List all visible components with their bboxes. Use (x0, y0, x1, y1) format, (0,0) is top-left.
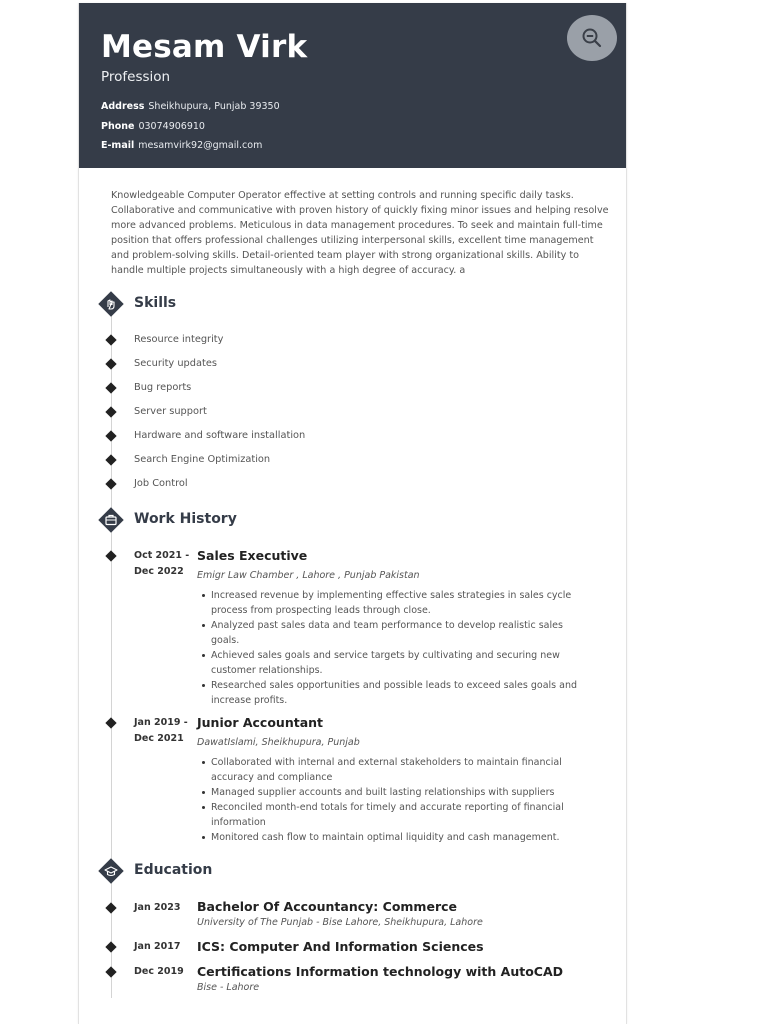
education-bullet (105, 966, 116, 977)
job-title: Junior Accountant (197, 715, 324, 730)
hand-pointer-icon (96, 289, 126, 319)
job-date-start: Jan 2019 - (134, 717, 188, 728)
job-duties (202, 588, 587, 708)
section-title-work-history: Work History (134, 511, 237, 527)
section-title-skills: Skills (134, 295, 177, 311)
skill-bullet (105, 430, 116, 441)
skill-bullet (105, 478, 116, 489)
education-date: Jan 2017 (134, 941, 181, 952)
education-date: Jan 2023 (134, 902, 181, 913)
duty-item: Reconciled month-end totals for timely and accurate reporting of financial information (202, 800, 587, 830)
skill-item: Bug reports (134, 382, 192, 393)
zoom-out-icon (581, 27, 603, 49)
education-institution: University of The Punjab - Bise Lahore, Sheikhupura, Lahore (197, 917, 483, 928)
duty-item: Researched sales opportunities and possible leads to exceed sales goals and increase profits. (202, 678, 587, 708)
job-title: Sales Executive (197, 548, 308, 563)
education-title: Certifications Information technology with AutoCAD (197, 964, 564, 979)
contact-label: E-mail (101, 140, 135, 151)
profession-label: Profession (101, 69, 171, 85)
zoom-button[interactable] (567, 15, 617, 61)
job-date-end: Dec 2022 (134, 566, 184, 577)
graduation-cap-icon (96, 856, 126, 886)
job-date-start: Oct 2021 - (134, 550, 190, 561)
job-bullet (105, 550, 116, 561)
contact-label: Address (101, 101, 145, 112)
skill-item: Resource integrity (134, 334, 224, 345)
job-dates (134, 548, 189, 580)
skill-bullet (105, 454, 116, 465)
education-title: ICS: Computer And Information Sciences (197, 939, 484, 954)
job-duties (202, 755, 587, 845)
job-dates (134, 715, 188, 747)
duty-item: Monitored cash flow to maintain optimal liquidity and cash management. (202, 830, 587, 845)
education-bullet (105, 941, 116, 952)
contact-email (101, 140, 262, 151)
education-institution: Bise - Lahore (197, 982, 260, 993)
contact-value: mesamvirk92@gmail.com (138, 140, 263, 151)
education-date: Dec 2019 (134, 966, 184, 977)
skill-item: Hardware and software installation (134, 430, 306, 441)
resume-header (79, 3, 626, 168)
job-date-end: Dec 2021 (134, 733, 184, 744)
duty-item: Collaborated with internal and external stakeholders to maintain financial accuracy and compliance (202, 755, 587, 785)
skill-item: Security updates (134, 358, 217, 369)
duty-item: Increased revenue by implementing effective sales strategies in sales cycle process from prospecting leads through close. (202, 588, 587, 618)
skill-bullet (105, 334, 116, 345)
briefcase-icon (96, 505, 126, 535)
job-company: Emigr Law Chamber , Lahore , Punjab Pakistan (197, 570, 420, 581)
contact-address (101, 101, 280, 112)
education-bullet (105, 902, 116, 913)
professional-summary: Knowledgeable Computer Operator effective at setting controls and running specific daily tasks. Collaborative and communicative with proven history of quickly fixing minor issues and helping resolve more advanced problems. Meticulous in data management procedures. To seek and maintain full-time position that offers professional challenges utilizing interpersonal skills, excellent time management and problem-solving skills. Detail-oriented team player with strong organizational skills. Ability to handle multiple projects simultaneously with a high degree of accuracy. a (111, 190, 609, 276)
candidate-name: Mesam Virk (101, 29, 308, 65)
skill-bullet (105, 358, 116, 369)
skill-bullet (105, 406, 116, 417)
contact-label: Phone (101, 121, 135, 132)
skill-item: Server support (134, 406, 207, 417)
skill-bullet (105, 382, 116, 393)
skill-item: Job Control (134, 478, 188, 489)
duty-item: Managed supplier accounts and built lasting relationships with suppliers (202, 785, 587, 800)
job-company: DawatIslami, Sheikhupura, Punjab (197, 737, 360, 748)
resume-page (78, 3, 627, 1024)
skill-item: Search Engine Optimization (134, 454, 271, 465)
contact-value: Sheikhupura, Punjab 39350 (148, 101, 280, 112)
duty-item: Achieved sales goals and service targets by cultivating and securing new customer relationships. (202, 648, 587, 678)
contact-value: 03074906910 (138, 121, 205, 132)
contact-phone (101, 121, 205, 132)
job-bullet (105, 717, 116, 728)
duty-item: Analyzed past sales data and team performance to develop realistic sales goals. (202, 618, 587, 648)
section-title-education: Education (134, 862, 213, 878)
education-title: Bachelor Of Accountancy: Commerce (197, 899, 457, 914)
